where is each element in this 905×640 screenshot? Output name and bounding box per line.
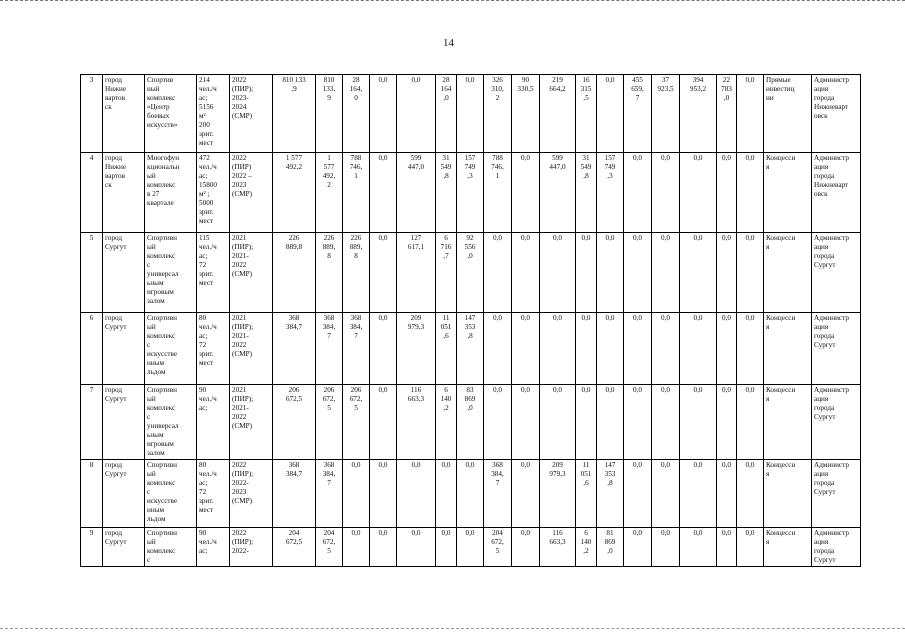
value-cell-v7: 92 556 ,0 [457, 233, 484, 313]
mechanism-cell: Концесси я [764, 460, 812, 528]
value-cell-v10: 599 447,0 [540, 153, 576, 233]
value-cell-v8: 0,0 [484, 313, 512, 385]
value-cell-v6: 0,0 [436, 460, 457, 528]
value-cell-v15: 0,0 [680, 460, 717, 528]
value-cell-v13: 0,0 [624, 153, 652, 233]
value-cell-v16: 0,0 [717, 313, 737, 385]
value-cell-v10: 0,0 [540, 385, 576, 460]
value-cell-v3: 788 746, 1 [343, 153, 370, 233]
value-cell-v11: 0,0 [576, 233, 597, 313]
value-cell-v6: 31 549 ,8 [436, 153, 457, 233]
value-cell-v2: 204 672, 5 [316, 528, 343, 567]
mechanism-cell: Концесси я [764, 385, 812, 460]
value-cell-v6: 11 051 ,6 [436, 313, 457, 385]
value-cell-v4: 0,0 [370, 153, 397, 233]
value-cell-v3: 206 672, 5 [343, 385, 370, 460]
value-cell-v14: 0,0 [652, 460, 680, 528]
value-cell-v5: 209 979,3 [397, 313, 436, 385]
value-cell-v1: 204 672,5 [273, 528, 316, 567]
capacity-cell: 80 чел./ч ас; 72 зрит. мест [197, 460, 230, 528]
value-cell-v1: 226 889,8 [273, 233, 316, 313]
value-cell-v3: 0,0 [343, 460, 370, 528]
object-cell: Многофун кциональн ый комплекс в 27 квартале [145, 153, 197, 233]
value-cell-v15: 0,0 [680, 313, 717, 385]
value-cell-v3: 368 384, 7 [343, 313, 370, 385]
capacity-cell: 115 чел./ч ас; 72 зрит. мест [197, 233, 230, 313]
value-cell-v2: 810 133, 9 [316, 75, 343, 153]
page-number: 14 [443, 37, 454, 49]
city-cell: город Нижне вартов ск [103, 153, 145, 233]
object-cell: Спортивн ый комплекс с универсал ьным игровым залом [145, 385, 197, 460]
value-cell-v12: 0,0 [597, 233, 624, 313]
value-cell-v14: 37 923,5 [652, 75, 680, 153]
period-cell: 2022 (ПИР); 2022- [230, 528, 273, 567]
administrator-cell: Администр ация города Сургут [812, 460, 861, 528]
bottom-scan-edge [0, 628, 905, 630]
value-cell-v9: 0,0 [512, 153, 540, 233]
city-cell: город Сургут [103, 233, 145, 313]
value-cell-v2: 226 889, 8 [316, 233, 343, 313]
value-cell-v6: 0,0 [436, 528, 457, 567]
value-cell-v5: 0,0 [397, 528, 436, 567]
value-cell-v7: 0,0 [457, 528, 484, 567]
object-cell: Спортивн ый комплекс с универсал ьным игровым залом [145, 233, 197, 313]
value-cell-v11: 0,0 [576, 313, 597, 385]
value-cell-v1: 810 133 ,9 [273, 75, 316, 153]
value-cell-v8: 326 310, 2 [484, 75, 512, 153]
table-row [81, 385, 861, 460]
row-number: 8 [81, 460, 103, 528]
value-cell-v4: 0,0 [370, 75, 397, 153]
value-cell-v17: 0,0 [737, 153, 764, 233]
investment-projects-table [80, 74, 861, 567]
value-cell-v4: 0,0 [370, 528, 397, 567]
value-cell-v6: 6 716 ,7 [436, 233, 457, 313]
value-cell-v10: 0,0 [540, 313, 576, 385]
value-cell-v3: 0,0 [343, 528, 370, 567]
value-cell-v16: 0,0 [717, 233, 737, 313]
administrator-cell: Администр ация города Сургут [812, 233, 861, 313]
value-cell-v3: 226 889, 8 [343, 233, 370, 313]
value-cell-v12: 0,0 [597, 313, 624, 385]
administrator-cell: Администр ация города Сургут [812, 385, 861, 460]
value-cell-v16: 0,0 [717, 460, 737, 528]
value-cell-v10: 219 664,2 [540, 75, 576, 153]
value-cell-v5: 599 447,0 [397, 153, 436, 233]
value-cell-v15: 0,0 [680, 528, 717, 567]
capacity-cell: 80 чел./ч ас; 72 зрит. мест [197, 313, 230, 385]
city-cell: город Сургут [103, 460, 145, 528]
row-number: 6 [81, 313, 103, 385]
value-cell-v14: 0,0 [652, 153, 680, 233]
period-cell: 2022 (ПИР); 2022- 2023 (СМР) [230, 460, 273, 528]
object-cell: Спортивн ый комплекс с искусстве нным льдом [145, 460, 197, 528]
city-cell: город Нижне вартов ск [103, 75, 145, 153]
capacity-cell: 214 чел./ч ас; 5156 м² 200 зрит. мест [197, 75, 230, 153]
row-number: 7 [81, 385, 103, 460]
value-cell-v5: 0,0 [397, 75, 436, 153]
value-cell-v12: 0,0 [597, 385, 624, 460]
value-cell-v17: 0,0 [737, 385, 764, 460]
table-row [81, 313, 861, 385]
table-row [81, 528, 861, 567]
row-number: 3 [81, 75, 103, 153]
capacity-cell: 90 чел./ч ас; [197, 528, 230, 567]
value-cell-v13: 0,0 [624, 385, 652, 460]
mechanism-cell: Концесси я [764, 233, 812, 313]
row-number: 4 [81, 153, 103, 233]
value-cell-v8: 368 384, 7 [484, 460, 512, 528]
value-cell-v11: 6 140 ,2 [576, 528, 597, 567]
value-cell-v12: 147 353 ,8 [597, 460, 624, 528]
city-cell: город Сургут [103, 528, 145, 567]
value-cell-v13: 0,0 [624, 460, 652, 528]
value-cell-v11: 31 549 ,8 [576, 153, 597, 233]
value-cell-v15: 0,0 [680, 385, 717, 460]
value-cell-v15: 0,0 [680, 233, 717, 313]
value-cell-v8: 0,0 [484, 233, 512, 313]
value-cell-v2: 368 384, 7 [316, 460, 343, 528]
value-cell-v11: 0,0 [576, 385, 597, 460]
city-cell: город Сургут [103, 313, 145, 385]
value-cell-v9: 0,0 [512, 460, 540, 528]
object-cell: Спортивн ый комплекс с искусстве нным льдом [145, 313, 197, 385]
value-cell-v13: 0,0 [624, 233, 652, 313]
administrator-cell: Администр ация города Нижневарт овск [812, 153, 861, 233]
table-row [81, 460, 861, 528]
period-cell: 2021 (ПИР); 2021- 2022 (СМР) [230, 313, 273, 385]
value-cell-v4: 0,0 [370, 385, 397, 460]
value-cell-v5: 127 617,1 [397, 233, 436, 313]
value-cell-v16: 0,0 [717, 528, 737, 567]
value-cell-v7: 83 869 ,0 [457, 385, 484, 460]
value-cell-v9: 0,0 [512, 313, 540, 385]
row-number: 9 [81, 528, 103, 567]
value-cell-v8: 788 746, 1 [484, 153, 512, 233]
top-scan-edge [0, 0, 905, 2]
value-cell-v14: 0,0 [652, 385, 680, 460]
value-cell-v15: 0,0 [680, 153, 717, 233]
administrator-cell: Администр ация города Сургут [812, 313, 861, 385]
value-cell-v7: 0,0 [457, 75, 484, 153]
value-cell-v8: 0,0 [484, 385, 512, 460]
table-row [81, 153, 861, 233]
value-cell-v12: 81 869 ,0 [597, 528, 624, 567]
value-cell-v17: 0,0 [737, 233, 764, 313]
value-cell-v8: 204 672, 5 [484, 528, 512, 567]
value-cell-v7: 147 353 ,8 [457, 313, 484, 385]
value-cell-v5: 116 663,3 [397, 385, 436, 460]
value-cell-v9: 0,0 [512, 385, 540, 460]
value-cell-v17: 0,0 [737, 528, 764, 567]
period-cell: 2021 (ПИР); 2021- 2022 (СМР) [230, 385, 273, 460]
row-number: 5 [81, 233, 103, 313]
value-cell-v16: 0,0 [717, 385, 737, 460]
value-cell-v9: 90 330,5 [512, 75, 540, 153]
value-cell-v17: 0,0 [737, 460, 764, 528]
value-cell-v11: 11 051 ,6 [576, 460, 597, 528]
value-cell-v15: 394 953,2 [680, 75, 717, 153]
value-cell-v7: 157 749 ,3 [457, 153, 484, 233]
value-cell-v7: 0,0 [457, 460, 484, 528]
value-cell-v13: 0,0 [624, 528, 652, 567]
value-cell-v17: 0,0 [737, 313, 764, 385]
value-cell-v14: 0,0 [652, 233, 680, 313]
value-cell-v11: 16 315 ,5 [576, 75, 597, 153]
value-cell-v9: 0,0 [512, 233, 540, 313]
value-cell-v6: 6 140 ,2 [436, 385, 457, 460]
value-cell-v1: 1 577 492,2 [273, 153, 316, 233]
value-cell-v4: 0,0 [370, 460, 397, 528]
period-cell: 2022 (ПИР); 2023- 2024 (СМР) [230, 75, 273, 153]
value-cell-v16: 0,0 [717, 153, 737, 233]
mechanism-cell: Прямые инвестиц ии [764, 75, 812, 153]
value-cell-v2: 368 384, 7 [316, 313, 343, 385]
value-cell-v10: 116 663,3 [540, 528, 576, 567]
value-cell-v1: 368 384,7 [273, 460, 316, 528]
table-row [81, 75, 861, 153]
value-cell-v1: 206 672,5 [273, 385, 316, 460]
mechanism-cell: Концесси я [764, 153, 812, 233]
table-body [81, 75, 861, 567]
object-cell: Спортив ный комплекс «Центр боевых искусств» [145, 75, 197, 153]
value-cell-v16: 22 783 ,0 [717, 75, 737, 153]
value-cell-v13: 0,0 [624, 313, 652, 385]
period-cell: 2021 (ПИР); 2021- 2022 (СМР) [230, 233, 273, 313]
city-cell: город Сургут [103, 385, 145, 460]
value-cell-v14: 0,0 [652, 528, 680, 567]
value-cell-v2: 206 672, 5 [316, 385, 343, 460]
value-cell-v1: 368 384,7 [273, 313, 316, 385]
value-cell-v4: 0,0 [370, 313, 397, 385]
capacity-cell: 472 чел./ч ас; 15800 м² ; 5000 зрит. мест [197, 153, 230, 233]
capacity-cell: 90 чел./ч ас; [197, 385, 230, 460]
value-cell-v5: 0,0 [397, 460, 436, 528]
value-cell-v17: 0,0 [737, 75, 764, 153]
mechanism-cell: Концесси я [764, 313, 812, 385]
administrator-cell: Администр ация города Нижневарт овск [812, 75, 861, 153]
administrator-cell: Администр ация города Сургут [812, 528, 861, 567]
value-cell-v12: 0,0 [597, 75, 624, 153]
table-row [81, 233, 861, 313]
value-cell-v2: 1 577 492, 2 [316, 153, 343, 233]
object-cell: Спортивн ый комплекс с [145, 528, 197, 567]
period-cell: 2022 (ПИР) 2022 – 2023 (СМР) [230, 153, 273, 233]
value-cell-v9: 0,0 [512, 528, 540, 567]
value-cell-v13: 455 659, 7 [624, 75, 652, 153]
value-cell-v10: 0,0 [540, 233, 576, 313]
value-cell-v14: 0,0 [652, 313, 680, 385]
value-cell-v6: 28 164 ,0 [436, 75, 457, 153]
value-cell-v12: 157 749 ,3 [597, 153, 624, 233]
mechanism-cell: Концесси я [764, 528, 812, 567]
value-cell-v4: 0,0 [370, 233, 397, 313]
value-cell-v10: 209 979,3 [540, 460, 576, 528]
value-cell-v3: 28 164, 0 [343, 75, 370, 153]
